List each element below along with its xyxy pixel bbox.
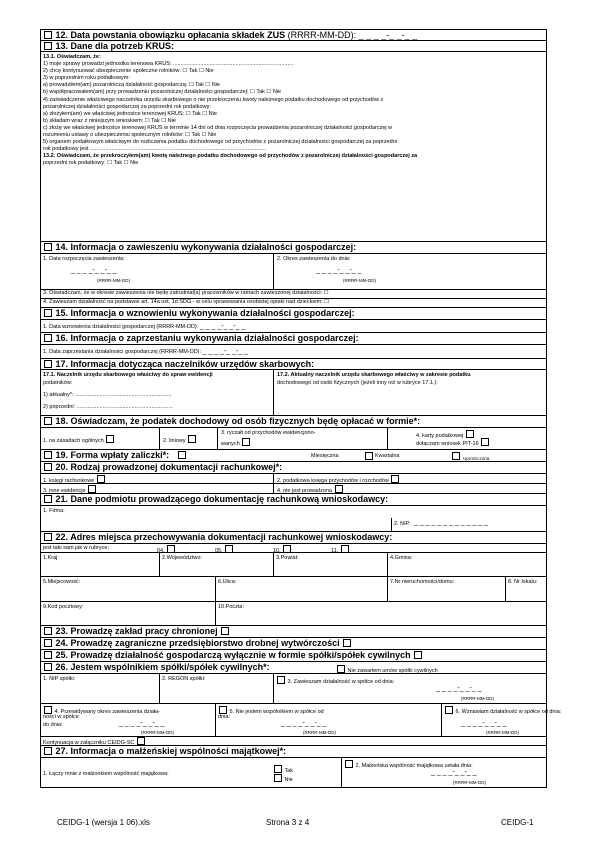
section-17-checkbox[interactable] <box>44 360 52 368</box>
krus-line[interactable]: b) współpracowałem(am) przy prowadzeniu pozarolniczej działalności gospodarczej: ☐ Tak ☐ Nie <box>43 89 282 96</box>
resumption-date <box>40 320 547 333</box>
tax-form-general[interactable]: 1. na zasadach ogólnych <box>43 435 115 445</box>
footer-form-version: CEIDG-1 (wersja 1 06).xls <box>57 818 150 827</box>
joint-property-no[interactable]: Nie <box>273 774 293 784</box>
cessation-date <box>40 345 547 359</box>
income-tax-office-label2: dochodowego od osób fizycznych (jeżeli inny niż w rubryce 17.1.): <box>277 380 438 386</box>
address-row-3 <box>40 602 547 626</box>
tax-form-lump-sum[interactable]: 3. ryczałt od przychodów ewidencjono- <box>221 430 316 436</box>
date-format: (RRRR-MM-DD) <box>97 278 130 283</box>
krus-line: 5) organem podatkowym właściwym do rozliczenia podatku dochodowego od przychodów z pozarolniczej działalności gospodarczej za poprzedni <box>43 139 398 146</box>
suspension-start-label: 1. Data rozpoczęcia zawieszenia: <box>43 256 125 262</box>
section-title: Adres miejsca przechowywania dokumentacji rachunkowej wnioskodawcy: <box>70 532 393 542</box>
other-records[interactable]: 3. inne ewidencje <box>43 485 97 495</box>
section-number: 20. <box>55 462 69 472</box>
section-number: 23. <box>55 626 69 636</box>
tax-office-registry-label: 17.1. Naczelnik urzędu skarbowego właściwy do spraw ewidencji <box>43 372 213 378</box>
section-number: 15. <box>55 308 69 318</box>
same-as-11[interactable]: 11. <box>331 545 350 555</box>
suspend-period-label2: ności w spółce <box>43 714 79 720</box>
section-26-header <box>40 662 547 674</box>
section-number: 24. <box>55 638 69 648</box>
section-20-checkbox[interactable] <box>44 463 52 471</box>
section-title: Data powstania obowiązku opłacania składek ZUS <box>70 30 286 40</box>
krus-line: 4) zaświadczenie właściwego naczelnika urzędu skarbowego o nie przekroczeniu kwoty należnego podatku dochodowego od przychodów z <box>43 96 384 103</box>
section-26-checkbox[interactable] <box>44 663 52 671</box>
revenue-ledger[interactable]: 2. podatkowa księga przychodów i rozchodów <box>277 475 400 485</box>
tax-offices <box>40 370 547 416</box>
section-15-header <box>40 308 547 320</box>
section-12-checkbox[interactable] <box>44 31 52 39</box>
krus-line: c) złożę we właściwej jednostce terenowej KRUS w terminie 14 dni od dnia rozpoczęcia prowadzenia pozarolniczej działalności gospodarczej w <box>43 124 393 131</box>
no-partnership-option[interactable]: Nie zawarłem umów spółki cywilnych <box>336 665 438 675</box>
suspension-no-employees[interactable] <box>40 290 547 299</box>
same-as-10[interactable]: 10. <box>273 545 292 555</box>
section-16-checkbox[interactable] <box>44 334 52 342</box>
date-format: (RRRR-MM-DD) <box>343 278 376 283</box>
civil-partnership-only-checkbox[interactable] <box>414 651 422 659</box>
simplified-checkbox[interactable] <box>452 452 460 460</box>
monthly-label: Miesięczna <box>311 453 339 459</box>
krus-line[interactable]: poprzedni rok podatkowy: ☐ Tak ☐ Nie <box>43 160 139 167</box>
county-field[interactable]: 3.Powiat: <box>276 555 299 561</box>
same-address-row <box>40 544 547 553</box>
property-ended-date-field[interactable]: _ _ _ _-_ _-_ _ <box>431 769 477 776</box>
section-27-checkbox[interactable] <box>44 747 52 755</box>
address-row-2 <box>40 577 547 602</box>
section-number: 26. <box>55 662 69 672</box>
accounting-books[interactable]: 1. księgi rachunkowe <box>43 475 106 485</box>
section-24-checkbox[interactable] <box>44 639 52 647</box>
section-25-checkbox[interactable] <box>44 651 52 659</box>
section-21-checkbox[interactable] <box>44 495 52 503</box>
simplified-label: Uproszczona <box>463 456 490 461</box>
resumption-field[interactable]: _ _ _ _-_ _-_ _ <box>199 323 246 330</box>
section-number: 21. <box>55 494 69 504</box>
income-tax-office-label: 17.2. Aktualny naczelnik urzędu skarbowego właściwy w zakresie podatku <box>277 372 471 378</box>
section-19-checkbox[interactable] <box>44 451 52 459</box>
krus-line: 1) moje sprawy prowadzi jednostka terenowa KRUS: ............................................................................... <box>43 61 294 68</box>
krus-line[interactable]: rok podatkowy jest ................................................................................................................... <box>43 146 266 153</box>
section-title: Forma wpłaty zaliczki*: <box>70 450 170 460</box>
accountant-data <box>40 506 547 532</box>
current-tax-office-field[interactable]: 1) aktualny*: ............................................................... <box>43 392 172 398</box>
section-number: 17. <box>55 359 69 369</box>
partnership-dates <box>40 704 562 737</box>
resume-partnership-label[interactable]: 6. Wznawiam działalność w spółce od dnia: <box>444 706 561 716</box>
suspension-dates <box>40 254 547 290</box>
address-row-1 <box>40 553 547 577</box>
joint-property-label: 1. Łączy mnie z małżonkiem wspólność majątkowa: <box>43 771 169 777</box>
section-title: Prowadzę zagraniczne przedsiębiorstwo drobnej wytwórczości <box>70 638 340 648</box>
section-17-header <box>40 359 547 370</box>
house-number-field[interactable]: 7.Nr nieruchomości/domu: <box>390 579 455 585</box>
suspend-period-label[interactable]: 4. Przewidywany okres zawieszenia działa- <box>43 706 160 716</box>
country-field[interactable]: 1.Kraj: <box>43 555 59 561</box>
not-partner-label[interactable]: 5. Nie jestem wspólnikiem w spółce od <box>218 706 324 716</box>
property-ended-label[interactable]: 2. Małżeńska wspólność majątkowa ustała dnia: <box>344 760 473 770</box>
section-title: Informacja o wznowieniu wykonywania działalności gospodarczej: <box>70 308 355 318</box>
suspension-start-field[interactable]: _ _ _ _-_ _-_ _ <box>71 267 117 274</box>
section-25 <box>40 650 547 662</box>
krus-line[interactable]: 2) chcę kontynuować ubezpieczenie społeczne rolników: ☐ Tak ☐ Nie <box>43 68 214 75</box>
section-number: 22. <box>55 532 69 542</box>
childcare-statement: 4. Zawieszam działalność na podstawie art. 14a ust. 1d SDG - w celu sprawowania osobistej opieki nad dzieckiem: ☐ <box>43 299 330 305</box>
previous-tax-office-field[interactable]: 2) poprzedni: ............................................................... <box>43 404 173 410</box>
continuation-label: Kontynuacja w załączniku CEIDG-SC <box>43 740 135 746</box>
cessation-label: 1. Data zaprzestania działalności gospodarczej (RRRR-MM-DD): <box>43 349 202 355</box>
section-number: 18. <box>55 416 69 426</box>
section-title: Prowadzę zakład pracy chronionej <box>70 626 218 636</box>
section-title: Oświadczam, że podatek dochodowy od osób fizycznych będę opłacać w formie*: <box>70 416 421 426</box>
ceidg-form-page <box>40 29 562 788</box>
krus-declarations <box>40 52 547 242</box>
company-name-field[interactable]: 1. Firma: <box>43 508 65 514</box>
resume-partnership-date-field[interactable]: _ _ _ _-_ _-_ _ <box>461 720 507 727</box>
not-kept[interactable]: 4. nie jest prowadzona <box>277 485 344 495</box>
section-22-header <box>40 532 547 544</box>
suspension-childcare[interactable] <box>40 299 547 308</box>
nip-field[interactable]: _ _ _ _ _ _ _ _ _ _ _ _ _ <box>414 519 488 526</box>
same-as-04[interactable]: 04. <box>157 545 176 555</box>
protected-workplace-checkbox[interactable] <box>221 627 229 635</box>
tax-office-registry-label2: podatników: <box>43 380 73 386</box>
krus-line: 13.1. Oświadczam, że: <box>43 54 101 60</box>
section-title: Rodzaj prowadzonej dokumentacji rachunkowej*: <box>70 462 283 472</box>
section-13-checkbox[interactable] <box>44 42 52 50</box>
street-field[interactable]: 6.Ulica: <box>218 579 237 585</box>
krus-line[interactable]: rozumieniu ustawy o ubezpieczeniu społecznym rolników: ☐ Tak ☐ Nie <box>43 132 217 139</box>
section-24 <box>40 638 547 650</box>
krus-line[interactable]: b) składam wraz z niniejszym wnioskiem: ☐ Tak ☐ Nie <box>43 117 176 124</box>
apartment-number-field[interactable]: 8. Nr lokalu: <box>508 579 538 585</box>
section-number: 12. <box>55 30 69 40</box>
krus-line[interactable]: a) prowadziłem(am) pozarolniczą działalność gospodarczą: ☐ Tak ☐ Nie <box>43 82 220 89</box>
no-employees-statement: 3. Oświadczam, że w okresie zawieszenia nie będę zatrudniał(a) pracowników w ramach zawieszonej działalności: ☐ <box>43 290 329 296</box>
postal-code-field[interactable]: 9.Kod pocztowy: <box>43 604 84 610</box>
section-number: 19. <box>55 450 69 460</box>
marital-property <box>40 758 547 788</box>
footer-form-name: CEIDG-1 <box>501 818 534 827</box>
section-23-checkbox[interactable] <box>44 627 52 635</box>
section-18-header <box>40 416 547 428</box>
section-23 <box>40 626 547 638</box>
accounting-type-options <box>40 474 547 494</box>
tax-form-linear[interactable]: 2. liniowy <box>163 435 197 445</box>
section-title: Informacja o zaprzestaniu wykonywania działalności gospodarczej: <box>70 333 359 343</box>
section-title: Jestem wspólnikiem spółki/spółek cywilnych*: <box>70 662 270 672</box>
section-20-header <box>40 462 547 474</box>
krus-line: 3) w poprzednim roku podatkowym: <box>43 75 130 82</box>
post-office-field[interactable]: 10.Poczta: <box>218 604 244 610</box>
commune-field[interactable]: 4.Gmina: <box>390 555 413 561</box>
section-number: 25. <box>55 650 69 660</box>
tax-form-card[interactable]: 4. karty podatkowej <box>416 430 475 440</box>
tax-form-options <box>40 428 547 450</box>
suspension-end-field[interactable]: _ _ _ _-_ _-_ _ <box>316 267 362 274</box>
section-22-checkbox[interactable] <box>44 533 52 541</box>
resumption-label: 1. Data wznowienia działalności gospodarczej (RRRR-MM-DD): <box>43 324 199 330</box>
pit16-attached[interactable]: dołączam wniosek PIT-16 <box>416 438 490 448</box>
section-number: 13. <box>55 41 69 51</box>
monthly-checkbox[interactable] <box>178 451 186 459</box>
section-19-header <box>40 450 547 462</box>
voivodeship-field[interactable]: 2.Województwo: <box>162 555 202 561</box>
section-title: Prowadzę działalność gospodarczą wyłącznie w formie spółki/spółek cywilnych <box>70 650 411 660</box>
section-12 <box>40 29 547 41</box>
krus-line[interactable]: a) złożyłem(am) we właściwej jednostce terenowej KRUS: ☐ Tak ☐ Nie <box>43 110 217 117</box>
same-as-label: jest taki sam jak w rubryce: <box>43 545 110 551</box>
suspend-until-field[interactable]: _ _ _ _-_ _-_ _ <box>119 720 165 727</box>
cessation-field[interactable]: _ _ _ _-_ _-_ _ <box>202 348 249 355</box>
section-27-header <box>40 746 547 758</box>
tax-form-lump-sum-2[interactable]: wanych <box>221 438 251 448</box>
partnership-nip-field[interactable]: 1. NIP spółki: <box>43 676 76 682</box>
section-number: 16. <box>55 333 69 343</box>
date-field[interactable]: _ _ _ _-_ _-_ _ <box>358 30 418 40</box>
section-number: 27. <box>55 746 69 756</box>
continuation-row[interactable] <box>40 737 547 746</box>
quarterly-checkbox[interactable] <box>365 452 373 460</box>
locality-field[interactable]: 5.Miejscowość: <box>43 579 81 585</box>
section-16-header <box>40 333 547 345</box>
foreign-enterprise-checkbox[interactable] <box>343 639 351 647</box>
date-format: (RRRR-MM-DD) <box>141 730 174 735</box>
section-title: Informacja o małżeńskiej wspólności majątkowej*: <box>70 746 287 756</box>
footer-page-number: Strona 3 z 4 <box>266 818 310 827</box>
suspend-period-label3: do dnia: <box>43 722 63 728</box>
partnership-ids <box>40 674 547 704</box>
date-format: (RRRR-MM-DD) <box>303 730 336 735</box>
section-15-checkbox[interactable] <box>44 309 52 317</box>
quarterly-label: Kwartalna <box>375 453 400 459</box>
section-14-checkbox[interactable] <box>44 243 52 251</box>
date-format: (RRRR-MM-DD) <box>453 780 486 785</box>
section-title: Informacja dotycząca naczelników urzędów skarbowych: <box>70 359 315 369</box>
section-title: Dane dla potrzeb KRUS: <box>70 41 175 51</box>
section-21-header <box>40 494 547 506</box>
date-format: (RRRR-MM-DD) <box>461 696 494 701</box>
joint-property-yes[interactable]: Tak <box>273 765 293 775</box>
continuation-checkbox[interactable] <box>137 737 145 745</box>
krus-line: pozarolniczej działalności gospodarczej za poprzedni rok podatkowy: <box>43 103 211 110</box>
suspension-end-label: 2. Okres zawieszenia do dnia: <box>277 256 351 262</box>
section-title: Informacja o zawieszeniu wykonywania działalności gospodarczej: <box>70 242 357 252</box>
section-number: 14. <box>55 242 69 252</box>
date-format: (RRRR-MM-DD): <box>287 30 357 40</box>
section-13-header <box>40 41 547 52</box>
section-14-header <box>40 242 547 254</box>
date-format: (RRRR-MM-DD) <box>486 730 519 735</box>
section-title: Dane podmiotu prowadzącego dokumentację rachunkową wnioskodawcy: <box>70 494 389 504</box>
same-as-05[interactable]: 05. <box>215 545 234 555</box>
section-18-checkbox[interactable] <box>44 417 52 425</box>
suspend-date-field[interactable]: _ _ _ _-_ _-_ _ <box>436 685 482 692</box>
not-partner-label2: dnia: <box>218 714 230 720</box>
partnership-suspend[interactable]: 3. Zawieszam działalność w spółce od dnia: <box>276 676 394 686</box>
partnership-regon-field[interactable]: 2. REGON spółki: <box>162 676 206 682</box>
nip-label: 2. NIP: <box>394 521 411 527</box>
not-partner-date-field[interactable]: _ _ _ _-_ _-_ _ <box>281 720 327 727</box>
krus-line: 13.2. Oświadczam, że przekroczyłem(am) kwotę należnego podatku dochodowego od przychodów z pozarolniczej działalności gospodarczej za <box>43 153 418 160</box>
